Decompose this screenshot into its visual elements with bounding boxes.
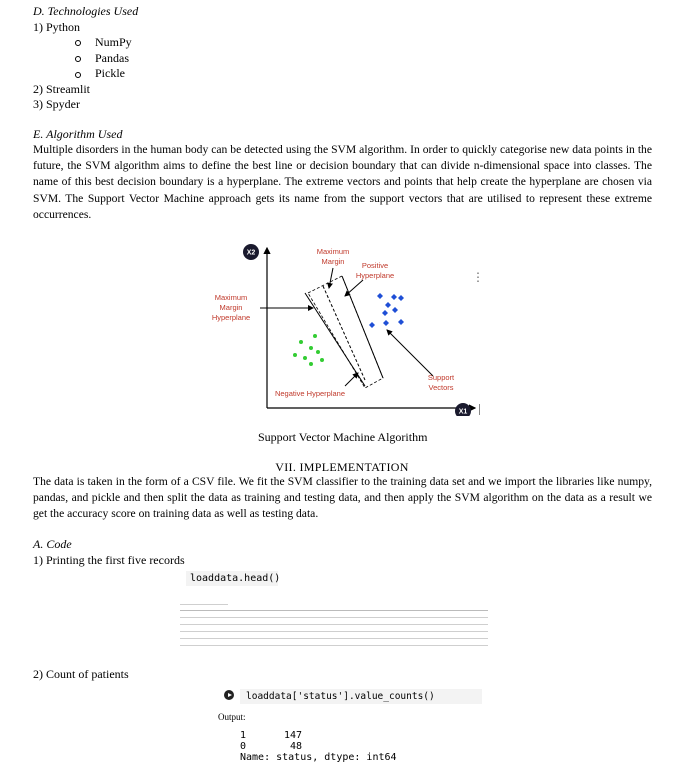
cursor-line (479, 404, 480, 415)
output-row1-key: 1 (240, 730, 247, 741)
section-heading-algorithm: E. Algorithm Used (33, 127, 123, 141)
more-icon[interactable]: ⋮ (472, 270, 484, 284)
list-item-streamlit: 2) Streamlit (33, 82, 90, 96)
table-thumbnail (178, 598, 492, 648)
figure-caption: Support Vector Machine Algorithm (258, 430, 428, 444)
section-heading-technologies: D. Technologies Used (33, 4, 139, 18)
implementation-paragraph: The data is taken in the form of a CSV file. We fit the SVM classifier to the training data set and we import the libraries like numpy, pandas, and pickle and then split the data as training and testing data, and then apply the SVM algorithm on the data as a result we get the accuracy score on training data as well as testing data. (33, 475, 652, 521)
arrow (329, 268, 333, 288)
list-item-numpy: NumPy (95, 35, 132, 49)
svm-diagram (205, 238, 485, 416)
run-cell-icon[interactable] (224, 690, 234, 700)
label-negative-hyperplane: Negative Hyperplane (274, 389, 346, 398)
label-maximum-2: Maximum (214, 293, 248, 302)
negative-points (293, 334, 324, 366)
label-positive: Positive (361, 261, 389, 270)
list-item-count-patients: 2) Count of patients (33, 667, 129, 681)
negative-hyperplane-line (305, 293, 365, 386)
arrow (387, 330, 433, 376)
bullet-icon (75, 56, 81, 62)
list-item-first-five-records: 1) Printing the first five records (33, 553, 185, 567)
arrow (345, 373, 358, 386)
label-margin: Margin (321, 257, 345, 266)
label-hyperplane-2: Hyperplane (211, 313, 251, 322)
label-margin-2: Margin (219, 303, 243, 312)
label-vectors: Vectors (428, 383, 454, 392)
output-row1-value: 147 (284, 730, 303, 741)
list-item-python: 1) Python (33, 20, 81, 34)
optimal-hyperplane-line (323, 286, 365, 380)
code-cell-head: loaddata.head() (186, 571, 278, 586)
arrow (345, 280, 363, 296)
bullet-icon (75, 72, 81, 78)
axis-y-label: X2 (246, 249, 256, 257)
section-heading-implementation: VII. IMPLEMENTATION (275, 460, 409, 474)
code-cell-value-counts: loaddata['status'].value_counts() (240, 689, 482, 704)
output-row2-key: 0 (240, 741, 247, 752)
label-maximum: Maximum (316, 247, 350, 256)
label-hyperplane: Hyperplane (355, 271, 395, 280)
list-item-pickle: Pickle (95, 66, 125, 80)
bullet-icon (75, 40, 81, 46)
label-support: Support (427, 373, 455, 382)
axis-x-label: X1 (458, 408, 468, 416)
section-heading-code: A. Code (33, 537, 72, 551)
output-name-dtype: Name: status, dtype: int64 (240, 752, 397, 763)
list-item-pandas: Pandas (95, 51, 129, 65)
output-row2-value: 48 (290, 741, 303, 752)
margin-region (308, 276, 383, 388)
positive-points (369, 293, 404, 328)
algorithm-paragraph: Multiple disorders in the human body can be detected using the SVM algorithm. In order to quickly categorise new data points in the future, the SVM algorithm aims to define the best line or decision boundary that can divide n-dimensional space into classes. The name of this best decision boundary is a hyperplane. The extreme vectors and points that help create the hyperplane are chosen via SVM. The Support Vector Machine approach gets its name from the support vectors that are utilised to represent these extreme occurrences. (33, 143, 652, 221)
list-item-spyder: 3) Spyder (33, 97, 80, 111)
output-label: Output: (218, 712, 246, 722)
